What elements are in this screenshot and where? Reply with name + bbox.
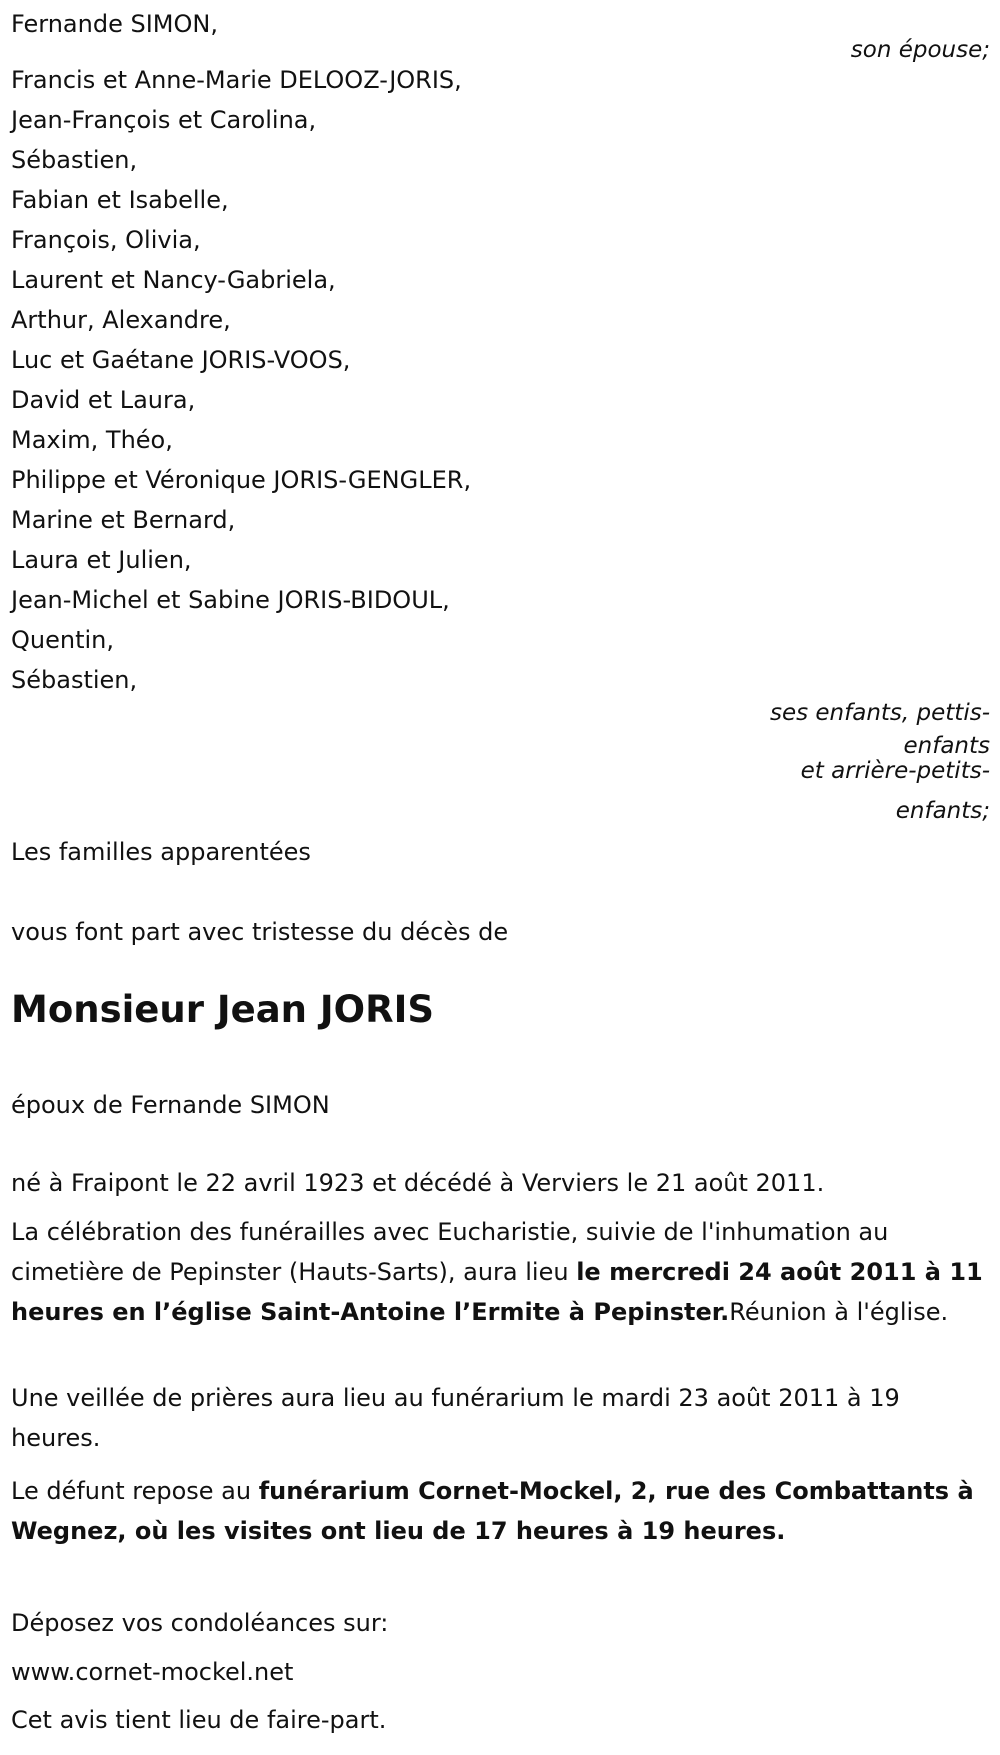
ceremony-intro: La célébration des funérailles avec Eucharistie, suivie de l'inhumation au cimetière de Pepinster (Hauts-Sarts), aura lieu [11,1218,889,1286]
children-list [11,60,989,700]
repose-paragraph [11,1471,989,1551]
family-line: Laurent et Nancy-Gabriela, [11,266,336,294]
notice-text: Cet avis tient lieu de faire-part. [11,1706,387,1734]
family-line: Arthur, Alexandre, [11,306,231,334]
spouse-role: son épouse; [850,37,990,63]
family-line: Maxim, Théo, [11,426,173,454]
birth-death-text: né à Fraipont le 22 avril 1923 et décédé à Verviers le 21 août 2011. [11,1169,825,1197]
children-role-line-2: enfants [903,733,990,759]
family-line: Laura et Julien, [11,546,192,574]
spouse-name: Fernande SIMON, [11,10,218,38]
family-line: Fabian et Isabelle, [11,186,229,214]
families-text: Les familles apparentées [11,838,311,866]
family-line: Sébastien, [11,146,138,174]
website-link[interactable]: www.cornet-mockel.net [11,1658,294,1686]
children-role-line-3: et arrière-petits- [800,758,990,784]
family-line: Quentin, [11,626,114,654]
condolences-text: Déposez vos condoléances sur: [11,1609,389,1637]
family-line: Luc et Gaétane JORIS-VOOS, [11,346,351,374]
family-line: Philippe et Véronique JORIS-GENGLER, [11,466,472,494]
family-line: David et Laura, [11,386,196,414]
children-role-line-1: ses enfants, pettis- [769,700,990,726]
ceremony-paragraph [11,1212,989,1332]
family-line: Jean-Michel et Sabine JORIS-BIDOUL, [11,586,450,614]
family-line: Francis et Anne-Marie DELOOZ-JORIS, [11,66,462,94]
repose-details: funérarium Cornet-Mockel, 2, rue des Combattants à Wegnez, où les visites ont lieu de 17 heures à 19 heures. [11,1477,974,1545]
family-line: Jean-François et Carolina, [11,106,317,134]
deceased-name: Monsieur Jean JORIS [11,988,435,1031]
repose-intro: Le défunt repose au [11,1477,259,1505]
family-line: François, Olivia, [11,226,201,254]
ceremony-end: Réunion à l'église. [729,1298,949,1326]
deceased-spouse-of: époux de Fernande SIMON [11,1091,330,1119]
ceremony-details: le mercredi 24 août 2011 à 11 heures en l’église Saint-Antoine l’Ermite à Pepinster. [11,1258,983,1326]
vigil-paragraph: Une veillée de prières aura lieu au funérarium le mardi 23 août 2011 à 19 heures. [11,1384,900,1452]
family-line: Marine et Bernard, [11,506,236,534]
family-line: Sébastien, [11,666,138,694]
children-role-line-4: enfants; [895,798,990,824]
announce-text: vous font part avec tristesse du décès de [11,918,509,946]
